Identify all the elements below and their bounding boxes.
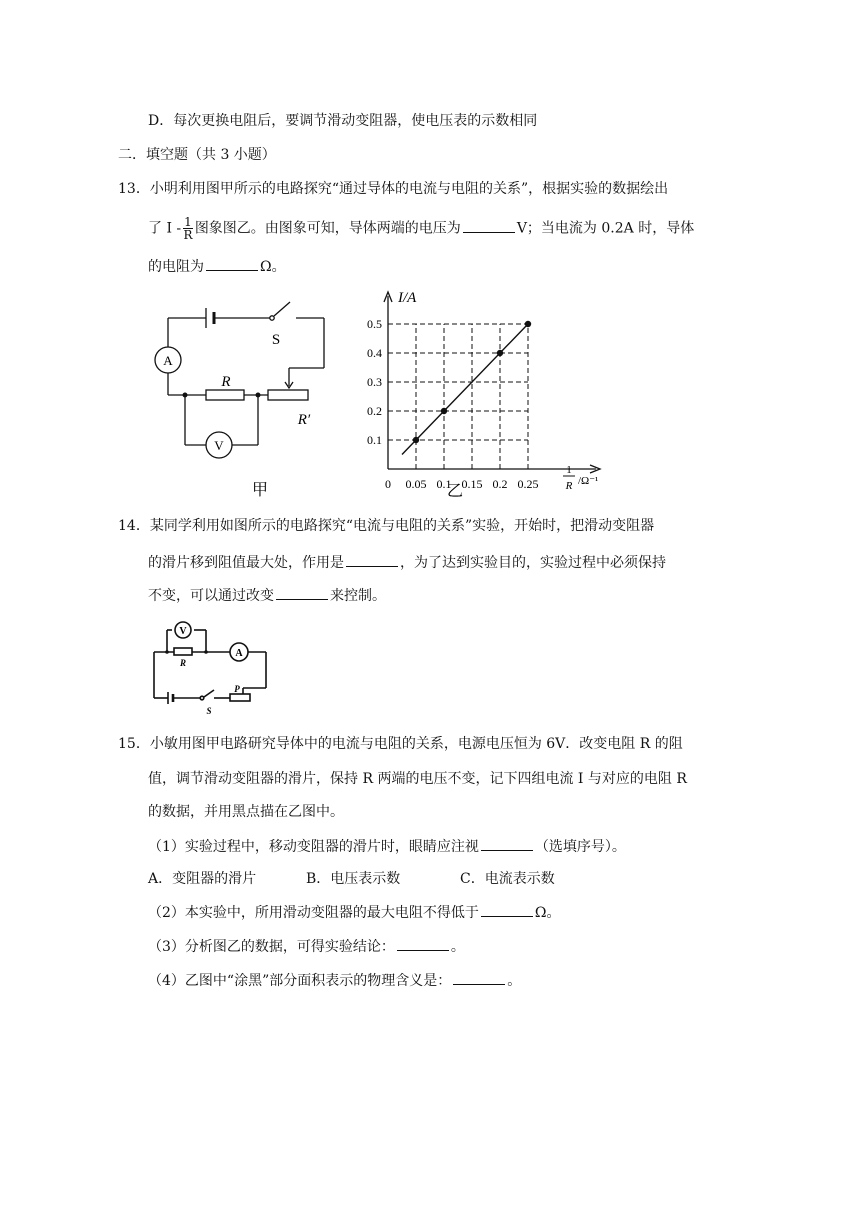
fraction-1-over-r [183, 216, 193, 241]
q14-slider-label: P [234, 684, 240, 694]
q14-line1: 14．某同学利用如图所示的电路探究“电流与电阻的关系”实验，开始时，把滑动变阻器 [118, 518, 655, 534]
q15-sub2 [148, 902, 561, 923]
switch-label: S [271, 332, 281, 348]
option-a: A．变阻器的滑片 [148, 871, 257, 887]
section-title: 二．填空题（共 3 小题） [118, 147, 276, 163]
frac-numerator: 1 [184, 215, 192, 229]
y-tick-label-3: 0.4 [367, 346, 382, 360]
y-axis-label: I/A [398, 290, 417, 306]
q14-text-a: 的滑片移到阻值最大处，作用是 [148, 555, 344, 571]
q13-text-b: 图象图乙。由图象可知，导体两端的电压为 [194, 220, 461, 237]
option-c: C．电流表示数 [460, 871, 555, 887]
q15-line2: 值，调节滑动变阻器的滑片，保持 R 两端的电压不变，记下四组电流 I 与对应的电阻 R [148, 771, 687, 787]
option-d: D．每次更换电阻后，要调节滑动变阻器，使电压表的示数相同 [148, 113, 538, 129]
q15-line3: 的数据，并用黑点描在乙图中。 [148, 804, 344, 820]
answer-blank-purpose[interactable] [346, 552, 398, 567]
resistor-label: R [221, 374, 231, 390]
answer-blank-area-meaning[interactable] [453, 970, 505, 985]
answer-blank-resistance[interactable] [206, 256, 258, 271]
q15-options [148, 869, 555, 889]
q15-sub1-text-b: （选填序号）。 [534, 839, 626, 855]
q13-text-e: Ω。 [260, 259, 286, 275]
answer-blank-watch[interactable] [481, 836, 533, 851]
q15-line1: 15．小敏用图甲电路研究导体中的电流与电阻的关系，电源电压恒为 6V．改变电阻 R 的阻 [118, 736, 683, 752]
x-label-unit: /Ω⁻¹ [578, 475, 599, 487]
q13-text-a: 了 I - [148, 220, 182, 237]
y-tick-label-0: 0.1 [367, 433, 382, 447]
q14-voltmeter-label: V [179, 626, 187, 637]
q15-sub3 [148, 936, 465, 957]
q14-resistor-label: R [179, 658, 187, 668]
series-line [402, 324, 528, 455]
q15-sub2-text-b: Ω。 [534, 905, 561, 921]
x-tick-label-5: 0.25 [517, 477, 539, 491]
q13-line3 [148, 256, 286, 277]
q15-sub3-text-b: 。 [450, 939, 465, 955]
q13-line1: 13．小明利用图甲所示的电路探究“通过导体的电流与电阻的关系”，根据实验的数据绘出 [118, 181, 669, 197]
q14-line2 [148, 552, 666, 573]
q14-line3 [148, 585, 386, 606]
q13-text-c: V；当电流为 0.2A 时，导体 [516, 220, 695, 237]
q15-sub2-text-a: （2）本实验中，所用滑动变阻器的最大电阻不得低于 [148, 905, 479, 921]
y-tick-label-2: 0.3 [367, 375, 382, 389]
y-tick-label-4: 0.5 [367, 317, 382, 331]
q14-text-b: ，为了达到实验目的，实验过程中必须保持 [400, 555, 666, 571]
q13-line2 [148, 216, 694, 241]
caption-yi: 乙 [446, 483, 464, 500]
q14-ammeter-label: A [235, 648, 243, 659]
q14-text-d: 来控制。 [330, 588, 386, 604]
data-point-0 [413, 437, 419, 443]
voltmeter-label: V [214, 438, 224, 453]
q14-switch-label: S [206, 706, 212, 716]
ammeter-label: A [163, 353, 173, 368]
rheostat-label: R′ [297, 412, 311, 428]
q15-sub4-text-b: 。 [507, 973, 522, 989]
q15-sub3-text-a: （3）分析图乙的数据，可得实验结论： [148, 939, 395, 955]
answer-blank-max-resistance[interactable] [481, 902, 533, 917]
circuit-diagram-q14 [150, 618, 275, 718]
y-tick-label-1: 0.2 [367, 404, 382, 418]
q13-text-d: 的电阻为 [148, 259, 204, 275]
q15-sub4-text-a: （4）乙图中“涂黑”部分面积表示的物理含义是： [148, 973, 452, 989]
answer-blank-conclusion[interactable] [397, 936, 449, 951]
answer-blank-control[interactable] [276, 585, 328, 600]
data-point-2 [497, 350, 503, 356]
circuit-diagram-jia [148, 290, 348, 505]
x-label-den: R [565, 480, 573, 492]
frac-denominator: R [183, 228, 193, 242]
x-tick-label-1: 0.05 [405, 477, 427, 491]
data-point-3 [525, 321, 531, 327]
x-tick-label-4: 0.2 [492, 477, 508, 491]
q15-sub1-text-a: （1）实验过程中，移动变阻器的滑片时，眼睛应注视 [148, 839, 479, 855]
x-tick-label-2: 0.1 [436, 477, 452, 491]
graph-yi [360, 282, 620, 502]
answer-blank-voltage[interactable] [463, 218, 515, 233]
x-label-num: 1 [566, 464, 572, 476]
x-tick-label-3: 0.15 [461, 477, 483, 491]
caption-jia: 甲 [251, 482, 269, 499]
q14-text-c: 不变，可以通过改变 [148, 588, 274, 604]
option-b: B．电压表示数 [306, 871, 401, 887]
data-point-1 [441, 408, 447, 414]
x-tick-label-0: 0 [385, 477, 391, 491]
q15-sub4 [148, 970, 521, 991]
q15-sub1 [148, 836, 626, 857]
